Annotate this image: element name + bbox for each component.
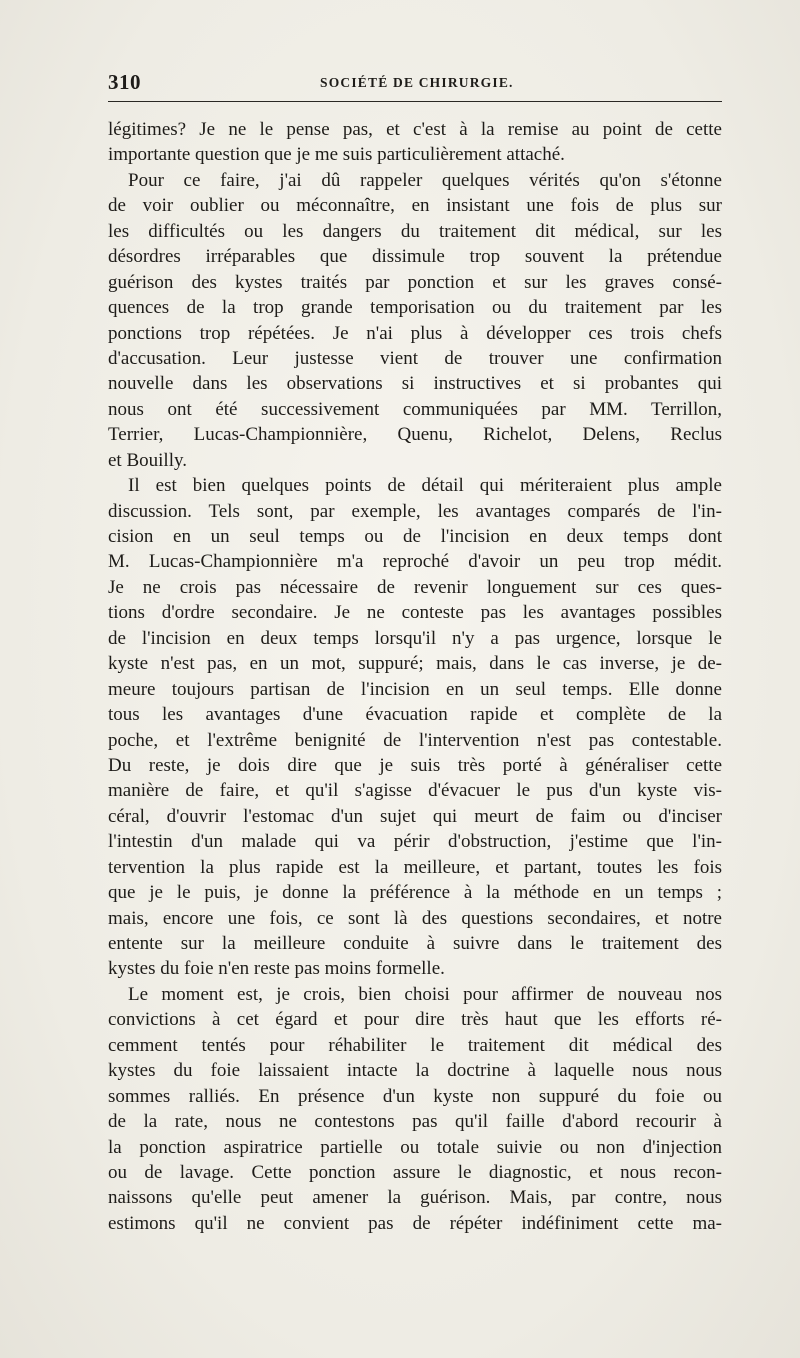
text-line: naissons qu'elle peut amener la guérison. Mais, par contre, nous [108,1187,722,1209]
page-header [108,70,728,100]
text-line: M. Lucas-Championnière m'a reproché d'avoir un peu trop médit. [108,551,722,573]
text-line: l'intestin d'un malade qui va périr d'obstruction, j'estime que l'in- [108,831,722,853]
text-line: la ponction aspiratrice partielle ou totale suivie ou non d'injection [108,1136,722,1158]
text-line: les difficultés ou les dangers du traitement dit médical, sur les [108,220,722,242]
text-line: de la rate, nous ne contestons pas qu'il faille d'abord recourir à [108,1111,722,1133]
text-line: ou de lavage. Cette ponction assure le diagnostic, et nous recon- [108,1161,722,1183]
text-line: Terrier, Lucas-Championnière, Quenu, Richelot, Delens, Reclus [108,424,722,446]
header-rule [108,101,722,102]
text-line: importante question que je me suis particulièrement attaché. [108,144,565,166]
text-line: discussion. Tels sont, par exemple, les avantages comparés de l'in- [108,500,722,522]
running-title: SOCIÉTÉ DE CHIRURGIE. [320,75,514,90]
text-line: estimons qu'il ne convient pas de répéter indéfiniment cette ma- [108,1212,722,1234]
text-line: que je le puis, je donne la préférence à la méthode en un temps ; [108,882,722,904]
text-line: de voir oublier ou méconnaître, en insistant une fois de plus sur [108,195,722,217]
text-line: de l'incision en deux temps lorsqu'il n'y a pas urgence, lorsque le [108,627,722,649]
text-line: convictions à cet égard et pour dire très haut que les efforts ré- [108,1009,722,1031]
text-line: ponctions trop répétées. Je n'ai plus à développer ces trois chefs [108,322,722,344]
text-line: meure toujours partisan de l'incision en un seul temps. Elle donne [108,678,722,700]
text-line: légitimes? Je ne le pense pas, et c'est à la remise au point de cette [108,119,722,140]
text-line: poche, et l'extrême benignité de l'intervention n'est pas contestable. [108,729,722,751]
text-line: tous les avantages d'une évacuation rapide et complète de la [108,704,722,726]
text-line: nouvelle dans les observations si instructives et si probantes qui [108,373,722,395]
text-line: désordres irréparables que dissimule trop souvent la prétendue [108,246,722,268]
text-line: et Bouilly. [108,449,187,471]
text-line: Du reste, je dois dire que je suis très porté à généraliser cette [108,754,722,776]
text-line: Je ne crois pas nécessaire de revenir longuement sur ces ques- [108,576,722,598]
text-line: Pour ce faire, j'ai dû rappeler quelques vérités qu'on s'étonne [128,169,722,191]
text-line: kyste n'est pas, en un mot, suppuré; mais, dans le cas inverse, je de- [108,653,722,675]
text-line: manière de faire, et qu'il s'agisse d'évacuer le pus d'un kyste vis- [108,780,722,802]
text-line: guérison des kystes traités par ponction et sur les graves consé- [108,271,722,293]
text-line: kystes du foie laissaient intacte la doctrine à laquelle nous nous [108,1060,722,1082]
text-line: entente sur la meilleure conduite à suivre dans le traitement des [108,933,722,954]
text-line: cision en un seul temps ou de l'incision en deux temps dont [108,526,722,547]
text-line: cemment tentés pour réhabiliter le traitement dit médical des [108,1034,722,1056]
text-line: Il est bien quelques points de détail qui mériteraient plus ample [128,475,722,497]
body-text [108,117,722,1236]
text-line: tions d'ordre secondaire. Je ne conteste pas les avantages possibles [108,602,722,624]
text-line: nous ont été successivement communiquées par MM. Terrillon, [108,398,722,420]
text-line: tervention la plus rapide est la meilleure, et partant, toutes les fois [108,856,722,878]
text-line: sommes ralliés. En présence d'un kyste non suppuré du foie ou [108,1085,722,1107]
text-line: d'accusation. Leur justesse vient de trouver une confirmation [108,347,722,369]
text-line: céral, d'ouvrir l'estomac d'un sujet qui meurt de faim ou d'inciser [108,805,722,827]
text-line: kystes du foie n'en reste pas moins formelle. [108,958,445,980]
text-line: mais, encore une fois, ce sont là des questions secondaires, et notre [108,907,722,929]
text-line: quences de la trop grande temporisation ou du traitement par les [108,297,722,319]
page-number: 310 [108,70,141,94]
text-line: Le moment est, je crois, bien choisi pour affirmer de nouveau nos [128,983,722,1005]
